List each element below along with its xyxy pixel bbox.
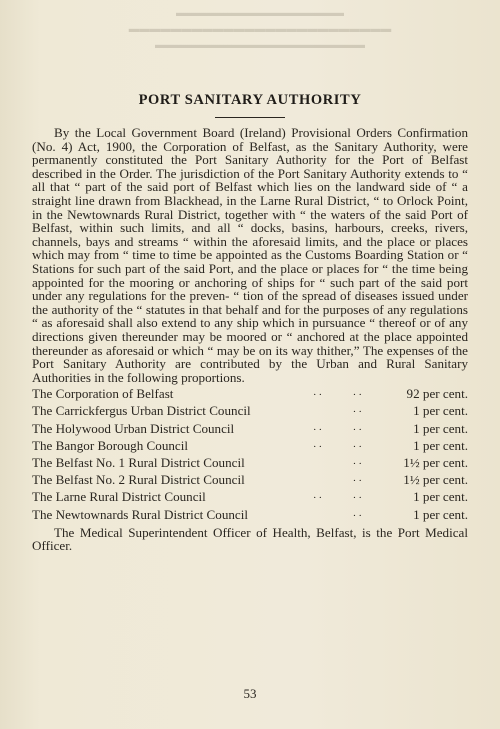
- percentage: 1½ per cent.: [403, 472, 468, 488]
- percentage: 1 per cent.: [413, 403, 468, 419]
- percentage: 1 per cent.: [413, 489, 468, 505]
- page-title: PORT SANITARY AUTHORITY: [138, 92, 362, 108]
- bleed-through-text: ▬▬▬▬▬▬▬▬▬▬▬▬▬▬▬▬ ▬▬▬▬▬▬▬▬▬▬▬▬▬▬▬▬▬▬▬▬▬▬▬▬▬ ▬▬▬▬▬▬▬▬▬▬▬▬▬▬▬▬▬▬▬▬: [128, 8, 392, 51]
- table-row: [32, 489, 468, 506]
- body-paragraph: By the Local Government Board (Ireland) Provisional Orders Confirmation (No. 4) Act, 1900, the Corporation of Belfast, as the Sanitary Authority, were permanently constituted the Port Sanitary Authority for the Port of Belfast described in the Order. The jurisdiction of the Port Sanitary Authority extends to “ all that “ part of the said port of Belfast which lies on the landward side of “ a straight line drawn from Blackhead, in the Larne Rural District, “ to Orlock Point, in the Newtownards Rural District, together with “ the waters of the said Port of Belfast, within such limits, and all “ docks, basins, harbours, creeks, rivers, channels, bays and streams “ within the aforesaid limits, and the place or places which may from “ time to time be appointed as the Customs Boarding Station or “ Stations for such part of the said Port, and the place or places for “ the time being appointed for the mooring or anchoring of ships for “ such part of the said port under any regulations for the preven- “ tion of the spread of diseases issued under the authority of the “ statutes in that behalf and for the purposes of any regulations “ as aforesaid shall also extend to any ship which in pursuance “ thereof or of any directions given thereunder may be moored or “ anchored at the place appointed thereunder as aforesaid or which “ may be on its way thither,” The expenses of the Port Sanitary Authority are contributed by the Urban and Rural Sanitary Authorities in the following proportions.: [32, 125, 468, 385]
- table-row: [32, 507, 468, 524]
- leader-dots: ·· ··: [312, 423, 364, 436]
- title-rule: [215, 117, 285, 118]
- closing-paragraph: The Medical Superintendent Officer of Health, Belfast, is the Port Medical Officer.: [32, 524, 468, 554]
- table-row: [32, 472, 468, 489]
- council-name: The Belfast No. 1 Rural District Council: [32, 455, 245, 471]
- page-number: 53: [243, 686, 257, 701]
- council-name: The Newtownards Rural District Council: [32, 506, 249, 522]
- leader-dots: ··: [352, 509, 364, 522]
- council-name: The Carrickfergus Urban District Council: [32, 403, 251, 419]
- council-name: The Holywood Urban District Council: [32, 420, 235, 436]
- table-row: [32, 421, 468, 438]
- percentage: 92 per cent.: [406, 386, 468, 402]
- leader-dots: ··: [352, 475, 364, 488]
- council-name: The Bangor Borough Council: [32, 437, 189, 453]
- percentage: 1 per cent.: [413, 420, 468, 436]
- page-content: [32, 92, 468, 553]
- council-name: The Larne Rural District Council: [32, 489, 206, 505]
- percentage: 1 per cent.: [413, 437, 468, 453]
- percentage: 1 per cent.: [413, 506, 468, 522]
- percentage: 1½ per cent.: [403, 455, 468, 471]
- council-name: The Corporation of Belfast: [32, 386, 174, 402]
- leader-dots: ·· ··: [312, 492, 364, 505]
- leader-dots: ··: [352, 406, 364, 419]
- leader-dots: ··: [352, 458, 364, 471]
- leader-dots: ·· ··: [312, 440, 364, 453]
- table-row: [32, 455, 468, 472]
- table-row: [32, 386, 468, 403]
- table-row: [32, 438, 468, 455]
- table-row: [32, 403, 468, 420]
- leader-dots: ·· ··: [312, 389, 364, 402]
- council-name: The Belfast No. 2 Rural District Council: [32, 472, 245, 488]
- proportions-table: [32, 386, 468, 524]
